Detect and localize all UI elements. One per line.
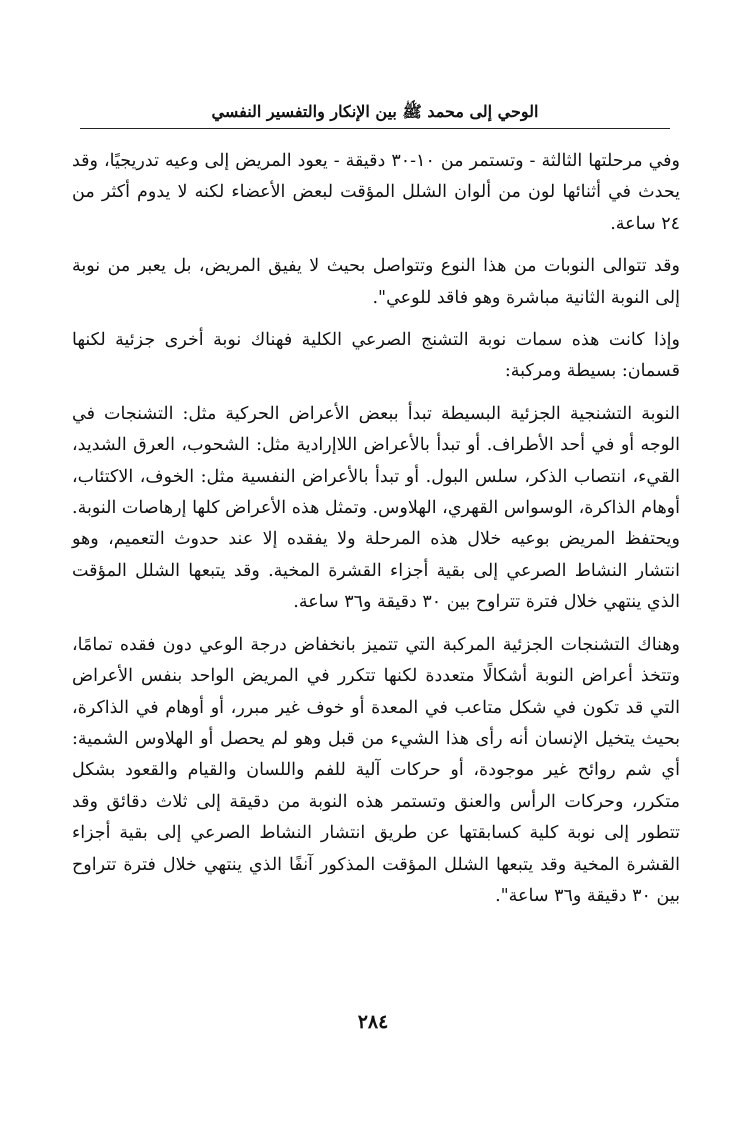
header-rule [80, 128, 670, 129]
paragraph: وقد تتوالى النوبات من هذا النوع وتتواصل بحيث لا يفيق المريض، بل يعبر من نوبة إلى النوبة الثانية مباشرة وهو فاقد للوعي". [72, 256, 680, 308]
body-text [72, 146, 680, 923]
paragraph: وهناك التشنجات الجزئية المركبة التي تتميز بانخفاض درجة الوعي دون فقده تمامًا، وتتخذ أعراض النوبة أشكالًا متعددة لكنها تتكرر في المريض الواحد بنفس الأعراض التي قد تكون في شكل متاعب في المعدة أو خوف غير مبرر، أو أوهام في الذاكرة، بحيث يتخيل الإنسان أنه رأى هذا الشيء من قبل وهو لم يحصل أو الهلاوس الشمية: أي شم روائح غير موجودة، أو حركات آلية للفم واللسان والقيام والقعود بشكل متكرر، وحركات الرأس والعنق وتستمر هذه النوبة من دقيقة إلى ثلاث دقائق وقد تتطور إلى نوبة كلية كسابقتها عن طريق انتشار النشاط الصرعي إلى بقية أجزاء القشرة المخية وقد يتبعها الشلل المؤقت المذكور آنفًا الذي ينتهي خلال فترة تتراوح بين ٣٠ دقيقة و٣٦ ساعة". [72, 634, 680, 906]
paragraph: النوبة التشنجية الجزئية البسيطة تبدأ ببعض الأعراض الحركية مثل: التشنجات في الوجه أو في أحد الأطراف. أو تبدأ بالأعراض اللاإرادية مثل: الشحوب، العرق الشديد، القيء، انتصاب الذكر، سلس البول. أو تبدأ بالأعراض النفسية مثل: الخوف، الاكتئاب، أوهام الذاكرة، الوسواس القهري، الهلاوس. وتمثل هذه الأعراض كلها إرهاصات النوبة. ويحتفظ المريض بوعيه خلال هذه المرحلة ولا يفقده إلا عند حدوث التعميم، وهو انتشار النشاط الصرعي إلى بقية أجزاء القشرة المخية. وقد يتبعها الشلل المؤقت الذي ينتهي خلال فترة تتراوح بين ٣٠ دقيقة و٣٦ ساعة. [72, 403, 680, 613]
running-header: الوحي إلى محمد ﷺ بين الإنكار والتفسير النفسي [211, 102, 539, 121]
paragraph: وإذا كانت هذه سمات نوبة التشنج الصرعي الكلية فهناك نوبة أخرى جزئية لكنها قسمان: بسيطة ومركبة: [72, 330, 680, 382]
paragraph: وفي مرحلتها الثالثة - وتستمر من ١٠-٣٠ دقيقة - يعود المريض إلى وعيه تدريجيًا، وقد يحدث في أثنائها لون من ألوان الشلل المؤقت لبعض الأعضاء لكنه لا يدوم أكثر من ٢٤ ساعة. [72, 151, 680, 234]
page-number: ٢٨٤ [357, 1011, 389, 1033]
